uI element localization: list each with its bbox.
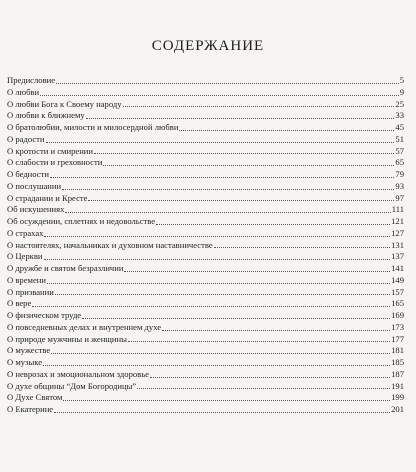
toc-entry-title: О Екатерине <box>7 404 54 414</box>
toc-entry <box>7 122 404 134</box>
toc-entry <box>7 87 404 99</box>
dot-leader <box>128 341 390 342</box>
dot-leader <box>156 224 390 225</box>
toc-entry-title: О любви Бога к Своему народу <box>7 98 122 109</box>
toc-entry <box>7 240 404 252</box>
toc-entry <box>7 204 404 216</box>
toc-entry-page-number: 121 <box>391 216 404 226</box>
toc-entry-page-number: 65 <box>395 157 404 168</box>
dot-leader <box>44 259 391 260</box>
toc-entry-page-number: 185 <box>391 357 404 367</box>
toc-entry-page-number: 25 <box>395 98 404 109</box>
toc-entry <box>7 110 404 122</box>
toc-entry <box>7 181 404 193</box>
toc-entry <box>7 334 404 346</box>
dot-leader <box>214 247 390 248</box>
toc-entry-title: Об искушениях <box>7 204 65 215</box>
dot-leader <box>56 83 399 84</box>
contents-heading: СОДЕРЖАНИЕ <box>151 38 265 54</box>
toc-entry-title: О музыке <box>7 357 43 367</box>
toc-entry <box>7 275 404 287</box>
toc-entry <box>7 216 404 228</box>
dot-leader <box>40 95 399 96</box>
toc-entry-title: О страдании и Кресте <box>7 192 88 203</box>
toc-entry-title: О братолюбии, милости и милосердной любви <box>7 122 179 132</box>
toc-entry <box>7 357 404 369</box>
toc-entry-page-number: 201 <box>391 404 404 414</box>
toc-entry <box>7 146 404 158</box>
dot-leader <box>86 118 395 119</box>
dot-leader <box>103 165 394 166</box>
toc-entry-title: О мужестве <box>7 345 51 356</box>
toc-entry <box>7 75 404 87</box>
toc-entry-page-number: 5 <box>399 75 404 85</box>
toc-entry-page-number: 157 <box>391 286 404 297</box>
dot-leader <box>32 306 390 307</box>
dot-leader <box>65 212 390 213</box>
dot-leader <box>124 271 390 272</box>
toc-entry <box>7 169 404 181</box>
toc-entry-title: Об осуждении, сплетнях и недовольстве <box>7 216 156 226</box>
toc-entry-title: О слабости и греховности <box>7 157 103 168</box>
toc-entry-page-number: 131 <box>391 239 404 250</box>
toc-entry <box>7 99 404 111</box>
dot-leader <box>47 283 390 284</box>
toc-entry <box>7 392 404 404</box>
toc-entry-page-number: 127 <box>391 227 404 238</box>
toc-entry-title: О послушании <box>7 180 62 191</box>
toc-entry-page-number: 181 <box>391 345 404 356</box>
toc-entry-page-number: 79 <box>395 169 404 179</box>
toc-entry <box>7 310 404 322</box>
toc-entry-title: О природе мужчины и женщины <box>7 333 127 344</box>
toc-entry-title: О вере <box>7 298 32 309</box>
toc-entry-page-number: 33 <box>395 110 404 121</box>
dot-leader <box>44 236 390 237</box>
toc-entry-page-number: 177 <box>391 333 404 344</box>
toc-entry-page-number: 93 <box>395 180 404 191</box>
toc-entry-title: О кротости и смирении <box>7 145 93 156</box>
toc-entry <box>7 381 404 393</box>
dot-leader <box>63 400 390 401</box>
dot-leader <box>137 388 390 389</box>
dot-leader <box>55 294 390 295</box>
toc-entry <box>7 263 404 275</box>
toc-entry <box>7 298 404 310</box>
toc-entry-page-number: 111 <box>391 204 404 215</box>
toc-entry-title: О настоятелях, начальниках и духовном наставничестве <box>7 239 213 250</box>
dot-leader <box>62 189 394 190</box>
toc-entry-page-number: 187 <box>391 368 404 379</box>
toc-entry <box>7 404 404 416</box>
dot-leader <box>162 330 390 331</box>
toc-entry-title: О радости <box>7 133 45 144</box>
toc-entry-title: О повседневных делах и внутреннем духе <box>7 321 162 332</box>
toc-entry-title: О времени <box>7 274 46 285</box>
toc-entry-title: О Церкви <box>7 251 43 262</box>
toc-entry <box>7 287 404 299</box>
dot-leader <box>50 177 394 178</box>
dot-leader <box>82 318 390 319</box>
dot-leader <box>54 412 390 413</box>
toc-entry-title: О физическом труде <box>7 310 82 320</box>
toc-entry-page-number: 51 <box>395 133 404 144</box>
toc-entry-page-number: 191 <box>391 380 404 391</box>
toc-entry-page-number: 165 <box>391 298 404 309</box>
toc-entry-title: О дружбе и святом безразличии <box>7 263 124 273</box>
toc-entry <box>7 322 404 334</box>
toc-entry-page-number: 137 <box>391 251 404 262</box>
dot-leader <box>46 142 395 143</box>
dot-leader <box>94 153 394 154</box>
toc-entry-page-number: 173 <box>391 321 404 332</box>
toc-entry-title: Предисловие <box>7 75 56 85</box>
toc-entry-page-number: 9 <box>399 86 404 97</box>
dot-leader <box>150 377 390 378</box>
table-of-contents <box>7 75 404 416</box>
toc-entry-title: О любви <box>7 86 40 97</box>
toc-entry-title: О неврозах и эмоциональном здоровье <box>7 368 149 379</box>
toc-entry-title: О любви к ближнему <box>7 110 85 121</box>
toc-entry <box>7 369 404 381</box>
toc-entry-page-number: 199 <box>391 392 404 403</box>
dot-leader <box>123 106 395 107</box>
toc-entry-page-number: 169 <box>391 310 404 320</box>
toc-entry <box>7 228 404 240</box>
toc-entry <box>7 134 404 146</box>
toc-entry-page-number: 149 <box>391 274 404 285</box>
toc-entry <box>7 251 404 263</box>
toc-entry-title: О призвании <box>7 286 54 297</box>
toc-entry-title: О страхах <box>7 227 44 238</box>
toc-entry-page-number: 97 <box>395 192 404 203</box>
dot-leader <box>179 130 394 131</box>
toc-entry <box>7 157 404 169</box>
toc-entry-title: О бедности <box>7 169 49 179</box>
toc-entry-page-number: 45 <box>395 122 404 132</box>
toc-entry <box>7 193 404 205</box>
toc-entry <box>7 345 404 357</box>
toc-entry-title: О Духе Святом <box>7 392 63 403</box>
dot-leader <box>51 353 390 354</box>
toc-entry-page-number: 57 <box>395 145 404 156</box>
dot-leader <box>43 365 390 366</box>
toc-entry-title: О духе общины “Дом Богородицы” <box>7 380 137 391</box>
toc-entry-page-number: 141 <box>391 263 404 273</box>
dot-leader <box>88 200 394 201</box>
